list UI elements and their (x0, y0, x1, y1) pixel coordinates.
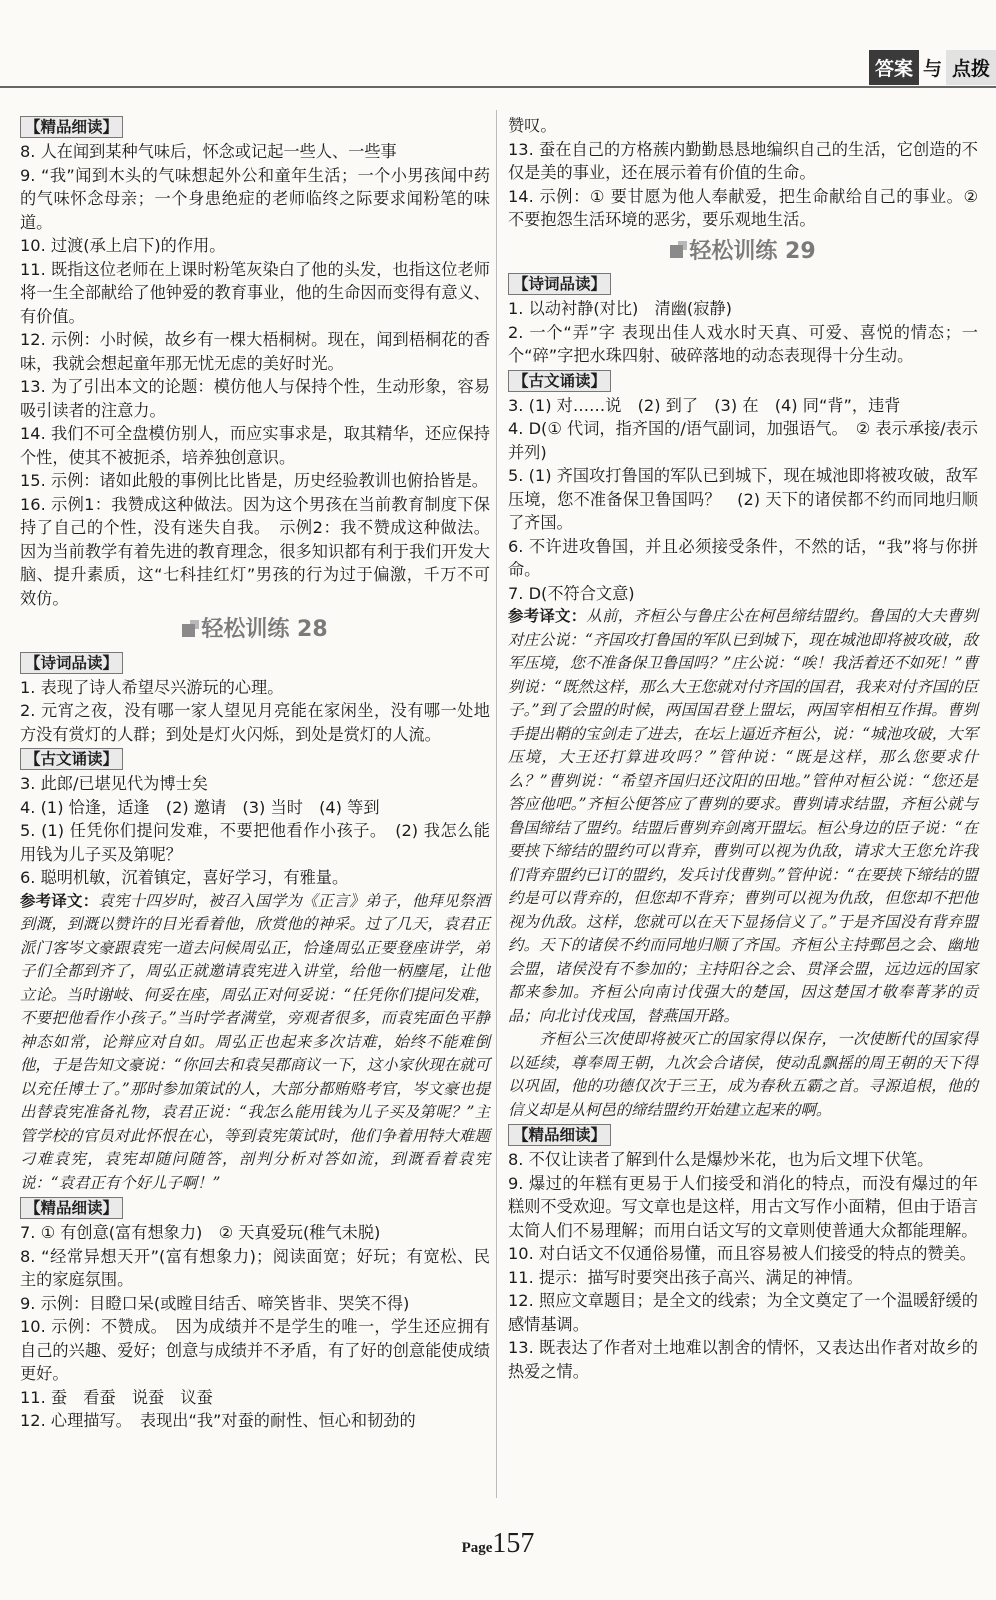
translation-text: 从前，齐桓公与鲁庄公在柯邑缔结盟约。鲁国的大夫曹刿对庄公说：“齐国攻打鲁国的军队已到城下，现在城池即将被攻破，敌军压境，您不准备保卫鲁国吗？”庄公说：“唉！我活着还不如死！”曹刿说：“既然这样，那么大王您就对付齐国的国君，我来对付齐国的臣子。”到了会盟的时候，两国国君登上盟坛，两国宰相相互作揖。曹刿手提出鞘的宝剑走了进去，在坛上逼近齐桓公，说：“城池攻破，大军压境，大王还打算进攻吗？”管仲说：“既是这样，那么您要求什么？”曹刿说：“希望齐国归还汶阳的田地。”管仲对桓公说：“您还是答应他吧。”齐桓公便答应了曹刿的要求。曹刿请求结盟，齐桓公就与鲁国缔结了盟约。结盟后曹刿弃剑离开盟坛。桓公身边的臣子说：“在要挟下缔结的盟约可以背弃，曹刿可以视为仇敌，请求大王您允许我们背弃盟约已订的盟约，发兵讨伐曹刿。”管仲说：“在要挟下缔结的盟约是可以背弃的，但您却不背弃；曹刿可以视为仇敌，但您却不把他视为仇敌。这样，您就可以在天下显扬信义了。”于是齐国没有背弃盟约。天下的诸侯不约而同地归顺了齐国。齐桓公主持鄄邑之会、幽地会盟，诸侯没有不参加的；主持阳谷之会、贯泽会盟，远边远的国家都来参加。齐桓公向南讨伐强大的楚国，因这楚国才敬奉菁茅的贡品；向北讨伐戎国，替燕国开路。 (508, 607, 978, 1025)
answer-line: 13. 为了引出本文的论题：模仿他人与保持个性，生动形象，容易吸引读者的注意力。 (20, 377, 490, 420)
answer-line: 7. D(不符合文意) (508, 583, 635, 603)
translation-text: 齐桓公三次使即将被灭亡的国家得以保存，一次使断代的国家得以延续，尊奉周王朝，九次会合诸侯，使动乱飘摇的周王朝的天下得以巩固，他的功德仅次于三王，成为春秋五霸之首。寻源追根，他的信义却是从柯邑的缔结盟约开始建立起来的啊。 (508, 1030, 978, 1119)
page-footer (0, 1528, 996, 1560)
answer-line: 5. (1) 齐国攻打鲁国的军队已到城下，现在城池即将被攻破，敌军压境，您不准备保卫鲁国吗？ (2) 天下的诸侯都不约而同地归顺了齐国。 (508, 466, 978, 532)
answer-line: 11. 蚕 看蚕 说蚕 议蚕 (20, 1387, 213, 1407)
answer-line: 11. 提示：描写时要突出孩子高兴、满足的神情。 (508, 1267, 863, 1287)
answer-line: 6. 不许进攻鲁国，并且必须接受条件，不然的话，“我”将与你拼命。 (508, 536, 978, 579)
answer-line: 12. 照应文章题目；是全文的线索；为全文奠定了一个温暖舒缓的感情基调。 (508, 1291, 978, 1334)
section-label: 【古文诵读】 (508, 370, 611, 392)
right-column (508, 114, 978, 1383)
page-label: Page (461, 1540, 493, 1556)
translation-text: 袁宪十四岁时，被召入国学为《正言》弟子，他拜见祭酒到溉，到溉以赞许的目光看着他，欣赏他的神采。过了几天，袁君正派门客岑文豪跟袁宪一道去问候周弘正，恰逢周弘正要登座讲学，弟子们全都到齐了，周弘正就邀请袁宪进入讲堂，给他一柄麈尾，让他立论。当时谢岐、何妥在座，周弘正对何妥说：“任凭你们提问发难，不要把他看作小孩子。”当时学者满堂，旁观者很多，而袁宪面色平静神态如常，论辩应对自如。周弘正也起来多次诘难，始终不能难倒他，于是告知文豪说：“你回去和袁吴郡商议一下，这小家伙现在就可以充任博士了。”那时参加策试的人，大部分都贿赂考官，岑文豪也提出替袁宪准备礼物，袁君正说：“我怎么能用钱为儿子买及第呢？”主管学校的官员对此怀恨在心，等到袁宪策试时，他们争着用特大难题刁难袁宪，袁宪却随问随答，剖判分析对答如流，到溉看着袁宪说：“袁君正有个好儿子啊！” (20, 891, 490, 1192)
answer-line: 10. 示例：不赞成。 因为成绩并不是学生的唯一，学生还应拥有自己的兴趣、爱好；创意与成绩并不矛盾，有了好的创意能使成绩更好。 (20, 1317, 490, 1383)
header-answer: 答案 (869, 50, 919, 85)
answer-line: 3. 此郎/已堪见代为博士矣 (20, 774, 208, 793)
page-number: 157 (492, 1528, 535, 1559)
answer-line: 14. 我们不可全盘模仿别人，而应实事求是，取其精华，还应保持个性，使其不被扼杀，培养独创意识。 (20, 424, 490, 467)
header-and: 与 (922, 57, 942, 80)
answer-line: 6. 聪明机敏，沉着镇定，喜好学习，有雅量。 (20, 868, 349, 887)
translation-label: 参考译文： (508, 607, 587, 625)
exercise-title-text: 轻松训练 28 (201, 617, 328, 642)
answer-line: 15. 示例：诸如此般的事例比比皆是，历史经验教训也俯拾皆是。 (20, 471, 488, 490)
header-hint: 点拨 (946, 50, 996, 85)
section-label: 【精品细读】 (20, 1197, 123, 1219)
answer-line: 13. 既表达了作者对土地难以割舍的情怀，又表达出作者对故乡的热爱之情。 (508, 1338, 978, 1381)
reference-translation (508, 605, 978, 1028)
header-rule (0, 86, 996, 88)
answer-line: 14. 示例：① 要甘愿为他人奉献爱，把生命献给自己的事业。② 不要抱怨生活环境的恶劣，要乐观地生活。 (508, 186, 978, 229)
header-badge (869, 50, 996, 84)
answer-line: 9. 爆过的年糕有更易于人们接受和消化的特点，而没有爆过的年糕则不受欢迎。写文章也是这样，用古文写作小面精，但由于语言太简人们不易理解；而用白话文写的文章则使普通大众都能理解。 (508, 1173, 978, 1240)
answer-line: 9. 示例：目瞪口呆(或瞠目结舌、啼笑皆非、哭笑不得) (20, 1293, 410, 1313)
answer-line: 2. 一个“弄”字 表现出佳人戏水时天真、可爱、喜悦的情态；一个“碎”字把水珠四射、破碎落地的动态表现得十分生动。 (508, 322, 978, 365)
answer-line: 2. 元宵之夜，没有哪一家人望见月亮能在家闲坐，没有哪一处地方没有赏灯的人群；到处是灯火闪烁，到处是赏灯的人流。 (20, 701, 490, 744)
answer-line: 8. 不仅让读者了解到什么是爆炒米花，也为后文埋下伏笔。 (508, 1150, 934, 1169)
answer-line: 13. 蚕在自己的方格蔟内勤勤恳恳地编织自己的生活，它创造的不仅是美的事业，还在展示着有价值的生命。 (508, 139, 978, 182)
section-label: 【古文诵读】 (20, 748, 123, 770)
exercise-title (508, 240, 978, 264)
answer-line: 10. 过渡(承上启下)的作用。 (20, 236, 226, 255)
exercise-title (20, 618, 490, 642)
reference-translation (20, 890, 490, 1196)
answer-line: 4. D(① 代词，指齐国的/语气副词，加强语气。 ② 表示承接/表示并列) (508, 419, 978, 462)
answer-line: 赞叹。 (508, 116, 557, 135)
section-label: 【诗词品读】 (508, 273, 611, 295)
answer-line: 10. 对白话文不仅通俗易懂，而且容易被人们接受的特点的赞美。 (508, 1244, 976, 1263)
column-divider (496, 110, 497, 1498)
answer-line: 3. (1) 对……说 (2) 到了 (3) 在 (4) 同“背”，违背 (508, 395, 901, 415)
title-square-icon (182, 624, 195, 637)
left-column (20, 114, 490, 1433)
answer-line: 12. 示例：小时候，故乡有一棵大梧桐树。现在，闻到梧桐花的香味，我就会想起童年那无忧无虑的美好时光。 (20, 330, 490, 373)
answer-line: 1. 以动衬静(对比) 清幽(寂静) (508, 299, 732, 318)
exercise-title-text: 轻松训练 29 (689, 238, 816, 264)
answer-line: 1. 表现了诗人希望尽兴游玩的心理。 (20, 677, 284, 697)
answer-line: 5. (1) 任凭你们提问发难，不要把他看作小孩子。 (2) 我怎么能用钱为儿子买及第呢？ (20, 821, 490, 864)
section-label: 【诗词品读】 (20, 652, 123, 674)
answer-line: 4. (1) 恰逢，适逢 (2) 邀请 (3) 当时 (4) 等到 (20, 797, 380, 817)
answer-line: 11. 既指这位老师在上课时粉笔灰染白了他的头发，也指这位老师将一生全部献给了他钟爱的教育事业，他的生命因而变得有意义、有价值。 (20, 259, 490, 326)
answer-line: 12. 心理描写。 表现出“我”对蚕的耐性、恒心和韧劲的 (20, 1411, 416, 1430)
title-square-icon (670, 245, 683, 258)
answer-line: 8. 人在闻到某种气味后，怀念或记起一些人、一些事 (20, 142, 397, 161)
answer-line: 7. ① 有创意(富有想象力) ② 天真爱玩(稚气未脱) (20, 1223, 381, 1242)
reference-translation (508, 1028, 978, 1122)
answer-line: 16. 示例1：我赞成这种做法。因为这个男孩在当前教育制度下保持了自己的个性，没有迷失自我。 示例2：我不赞成这种做法。因为当前教学有着先进的教育理念，很多知识都有利于我们开发大脑、提升素质，这“七科挂红灯”男孩的行为过于偏激，千万不可效仿。 (20, 494, 490, 608)
section-label: 【精品细读】 (20, 116, 123, 138)
answer-line: 8. “经常异想天开”(富有想象力)；阅读面宽；好玩；有宽松、民主的家庭氛围。 (20, 1246, 490, 1289)
section-label: 【精品细读】 (508, 1124, 611, 1146)
answer-line: 9. “我”闻到木头的气味想起外公和童年生活；一个小男孩闻中药的气味怀念母亲；一个身患绝症的老师临终之际要求闻粉笔的味道。 (20, 165, 490, 232)
translation-label: 参考译文： (20, 891, 99, 910)
